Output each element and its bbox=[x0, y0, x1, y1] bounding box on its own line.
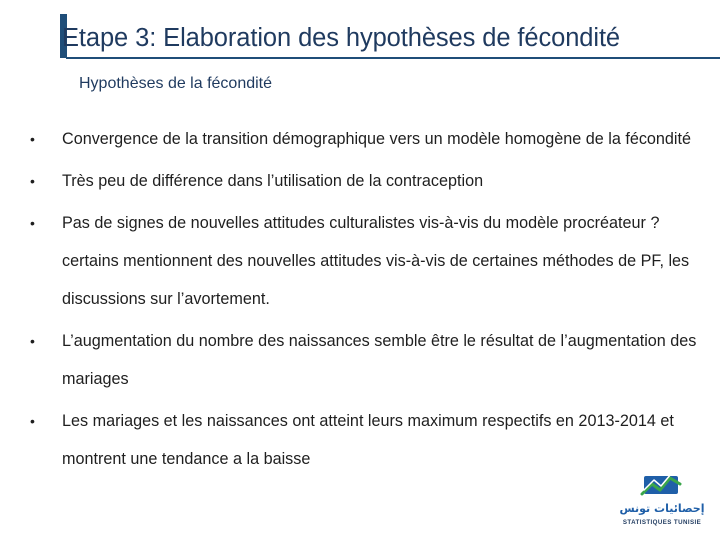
bullet-text: L’augmentation du nombre des naissances semble être le résultat de l’augmentation des mariages bbox=[62, 332, 697, 388]
bullet-dot: • bbox=[30, 131, 35, 147]
bullet-item bbox=[30, 162, 710, 200]
logo-arabic-text: إحصائيات تونس bbox=[619, 502, 705, 515]
logo-emblem bbox=[642, 474, 680, 494]
bullet-dot: • bbox=[30, 173, 35, 189]
bullet-dot: • bbox=[30, 215, 35, 231]
bullet-item bbox=[30, 322, 710, 398]
bullet-item bbox=[30, 204, 710, 318]
bullet-list bbox=[30, 120, 710, 482]
bullet-text: Très peu de différence dans l’utilisation de la contraception bbox=[62, 172, 484, 190]
logo-latin-text: STATISTIQUES TUNISIE bbox=[622, 519, 702, 526]
statistiques-tunisie-logo bbox=[614, 468, 710, 530]
slide-subtitle: Hypothèses de la fécondité bbox=[79, 75, 273, 92]
slide-title: Etape 3: Elaboration des hypothèses de fécondité bbox=[62, 24, 621, 52]
title-underline bbox=[66, 57, 720, 59]
bullet-item bbox=[30, 120, 710, 158]
bullet-dot: • bbox=[30, 413, 35, 429]
bullet-text: Les mariages et les naissances ont atteint leurs maximum respectifs en 2013-2014 et montrent une tendance a la baisse bbox=[62, 412, 674, 468]
bullet-dot: • bbox=[30, 333, 35, 349]
bullet-text: Pas de signes de nouvelles attitudes culturalistes vis-à-vis du modèle procréateur ? certains mentionnent des nouvelles attitudes vis-à-vis de certaines méthodes de PF, les discussions sur l’avortement. bbox=[62, 214, 690, 308]
bullet-text: Convergence de la transition démographique vers un modèle homogène de la fécondité bbox=[62, 130, 692, 148]
bullet-item bbox=[30, 402, 710, 478]
